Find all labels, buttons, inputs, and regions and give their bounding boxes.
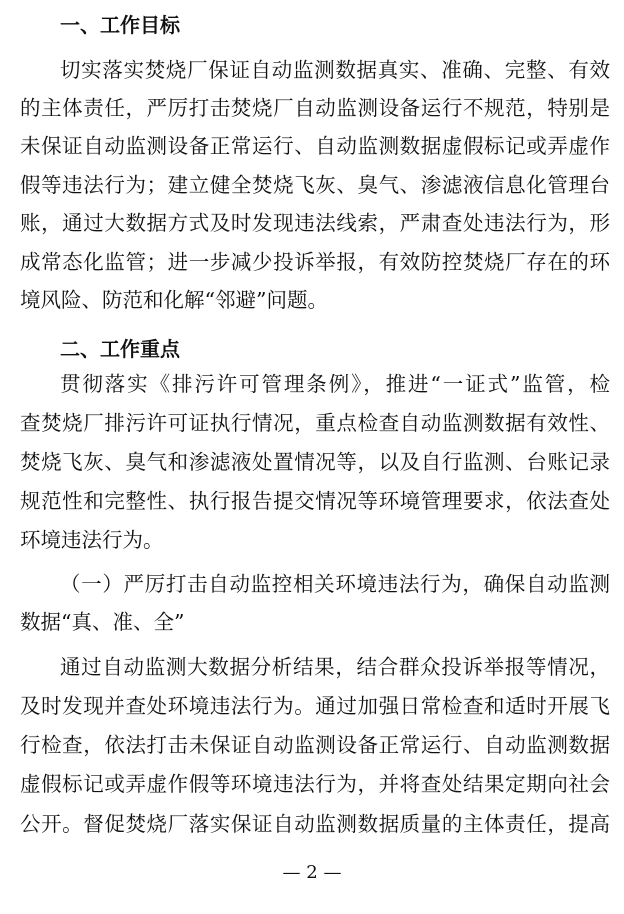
- paragraph-line: 境风险、防范和化解“邻避”问题。: [20, 288, 328, 312]
- paragraph-line: 的主体责任，严厉打击焚烧厂自动监测设备运行不规范，特别是: [20, 96, 610, 120]
- section-heading-priorities: 二、工作重点: [60, 337, 180, 361]
- section-heading-goals: 一、工作目标: [60, 13, 180, 37]
- paragraph-line: 切实落实焚烧厂保证自动监测数据真实、准确、完整、有效: [60, 58, 610, 82]
- subsection-heading: 数据“真、准、全”: [20, 610, 185, 634]
- paragraph-line: 未保证自动监测设备正常运行、自动监测数据虚假标记或弄虚作: [20, 134, 610, 158]
- paragraph-line: 及时发现并查处环境违法行为。通过加强日常检查和适时开展飞: [20, 694, 610, 718]
- paragraph-line: 成常态化监管；进一步减少投诉举报，有效防控焚烧厂存在的环: [20, 250, 610, 274]
- paragraph-line: 公开。督促焚烧厂落实保证自动监测数据质量的主体责任，提高: [20, 812, 610, 836]
- paragraph-line: 假等违法行为；建立健全焚烧飞灰、臭气、渗滤液信息化管理台: [20, 173, 610, 197]
- paragraph-line: 焚烧飞灰、臭气和渗滤液处置情况等，以及自行监测、台账记录: [20, 450, 610, 474]
- subsection-heading: （一）严厉打击自动监控相关环境违法行为，确保自动监测: [60, 572, 610, 596]
- paragraph-line: 行检查，依法打击未保证自动监测设备正常运行、自动监测数据: [20, 733, 610, 757]
- page-number: — 2 —: [282, 862, 342, 883]
- paragraph-line: 账，通过大数据方式及时发现违法线索，严肃查处违法行为，形: [20, 211, 610, 235]
- paragraph-line: 查焚烧厂排污许可证执行情况，重点检查自动监测数据有效性、: [20, 411, 610, 435]
- paragraph-line: 通过自动监测大数据分析结果，结合群众投诉举报等情况，: [60, 655, 610, 679]
- paragraph-line: 虚假标记或弄虚作假等环境违法行为，并将查处结果定期向社会: [20, 772, 610, 796]
- paragraph-line: 环境违法行为。: [20, 528, 164, 552]
- paragraph-line: 贯彻落实《排污许可管理条例》，推进“一证式”监管，检: [60, 372, 610, 396]
- paragraph-line: 规范性和完整性、执行报告提交情况等环境管理要求，依法查处: [20, 489, 610, 513]
